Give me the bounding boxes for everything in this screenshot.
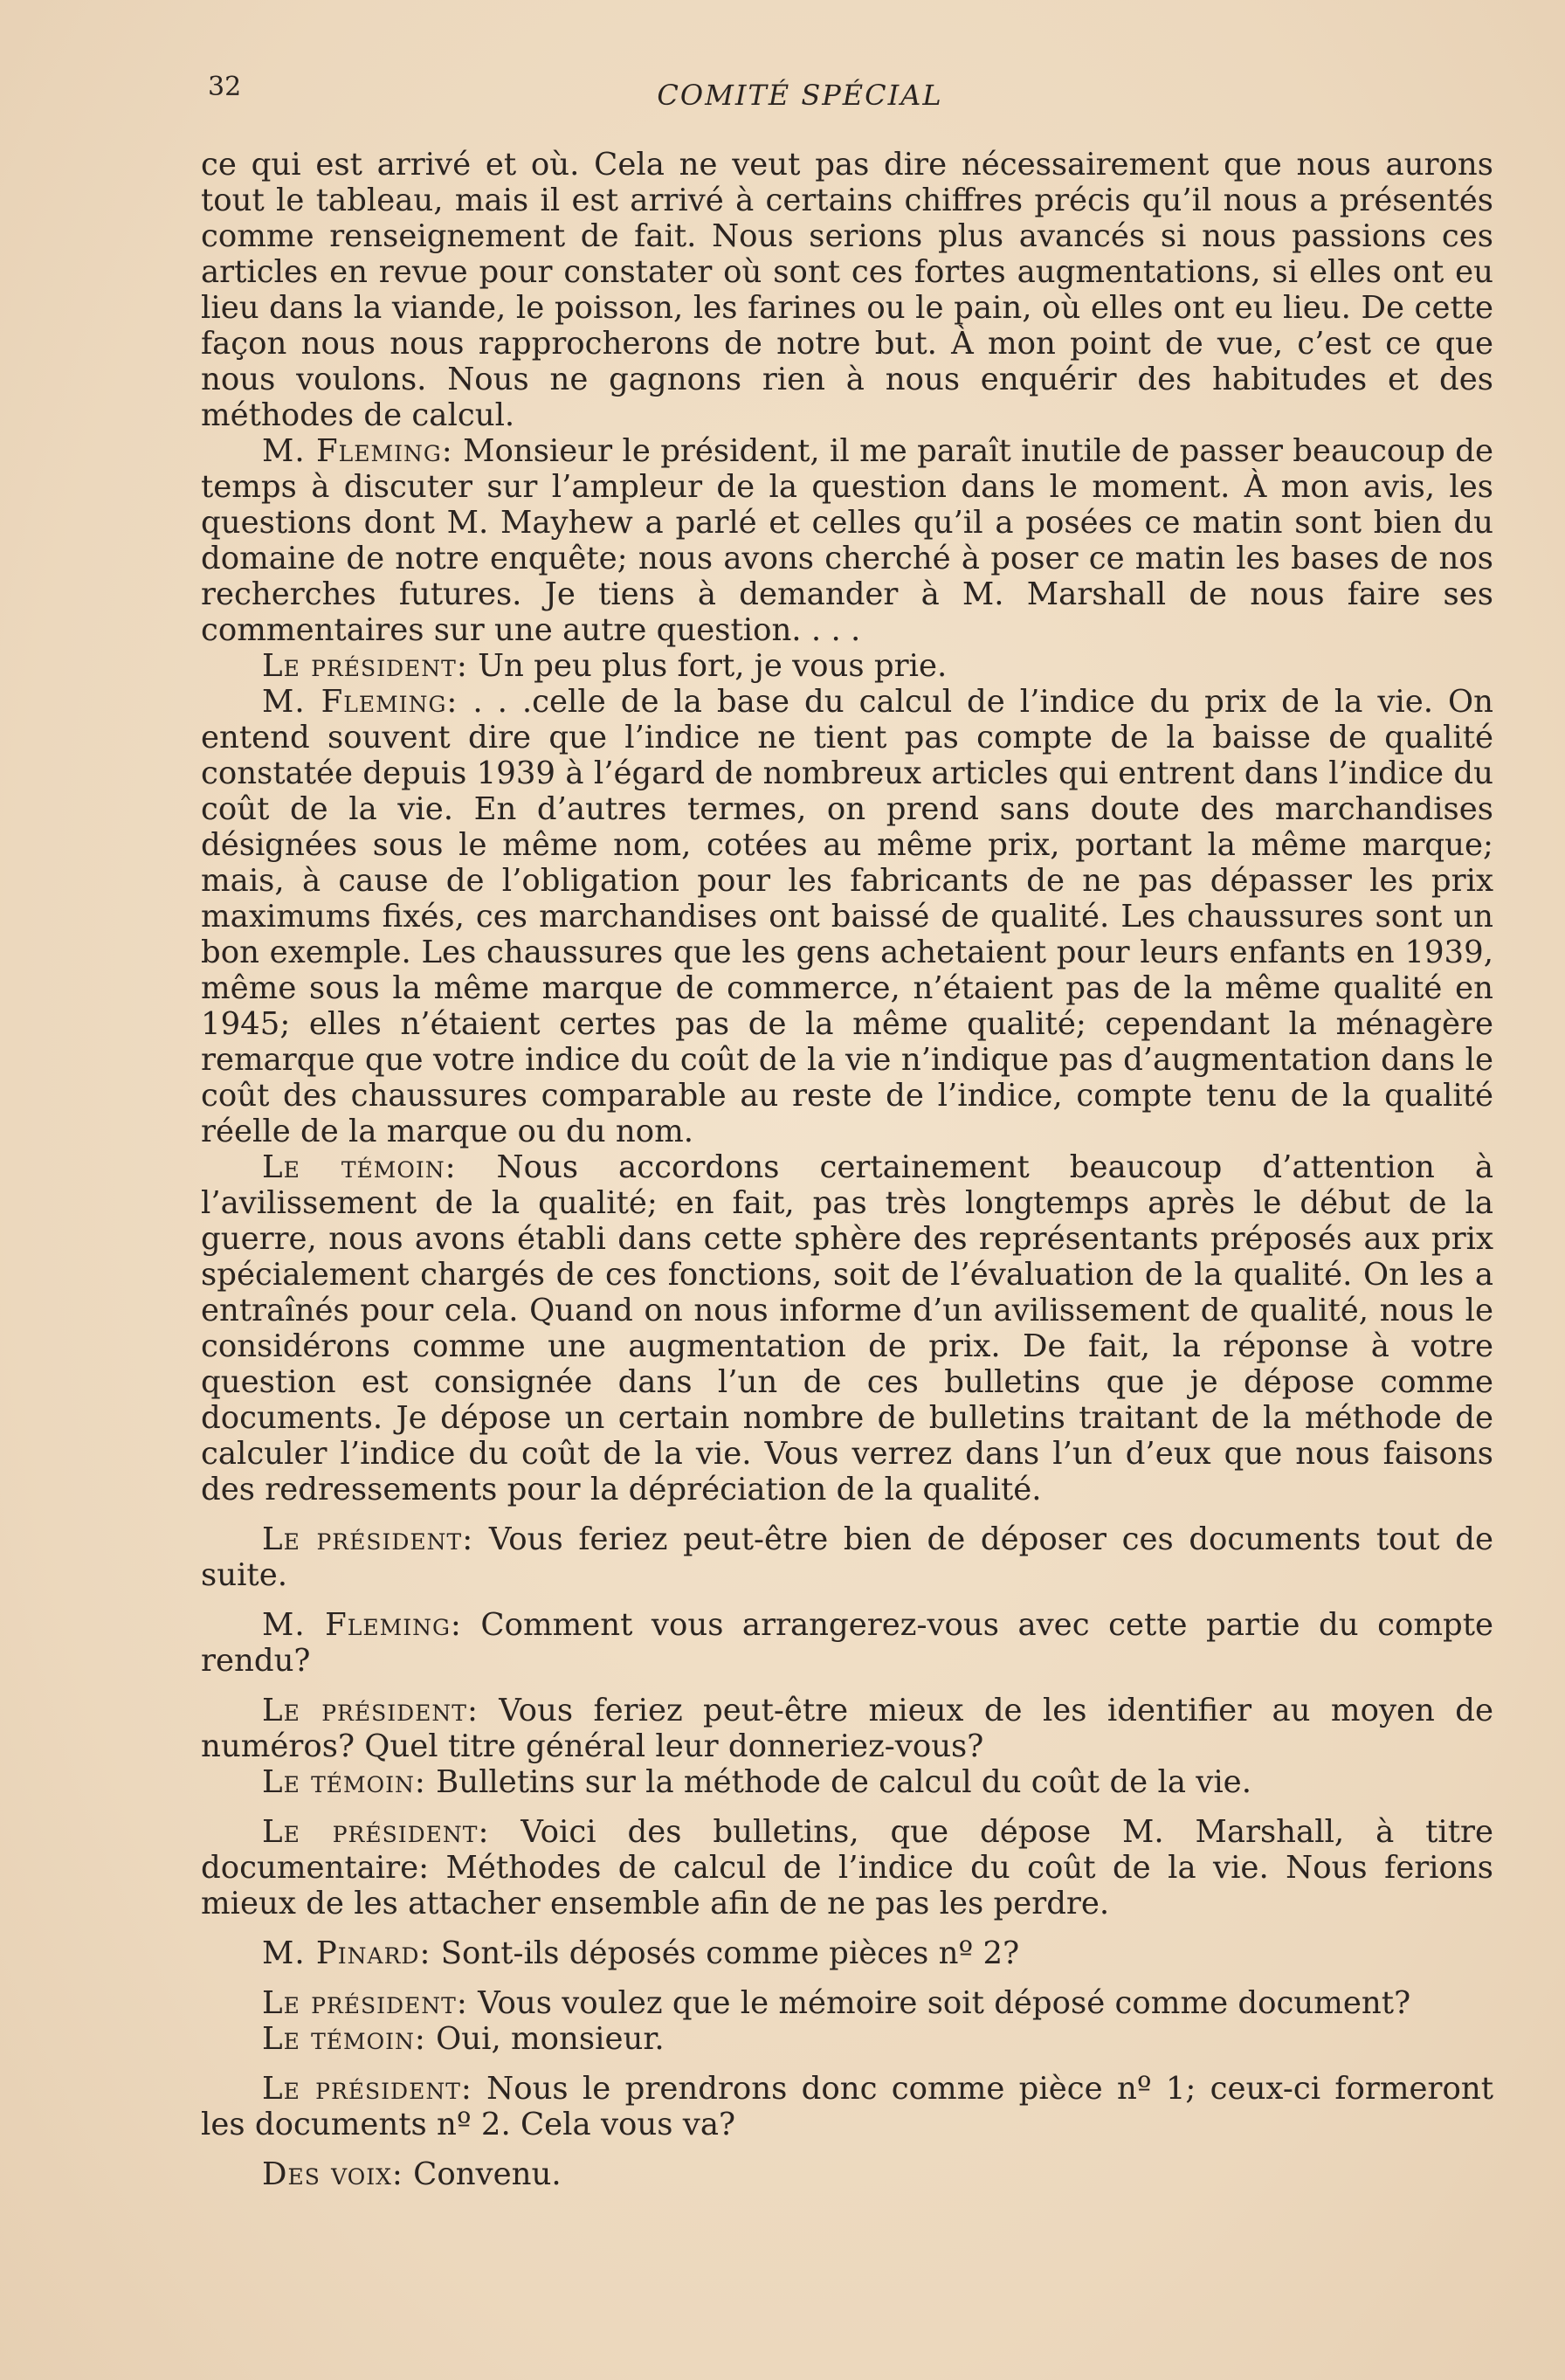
speaker-name: Le président:: [262, 1814, 490, 1850]
paragraph: Le témoin: Nous accordons certainement beaucoup d’attention à l’avilissement de la qualité; en fait, pas très longtemps après le début de la guerre, nous avons établi dans cette sphère des représentants préposés aux prix spécialement chargés de ces fonctions, soit de l’évaluation de la qualité. On les a entraînés pour cela. Quand on nous informe d’un avilissement de qualité, nous le considérons comme une augmentation de prix. De fait, la réponse à votre question est consignée dans l’un de ces bulletins que je dépose comme documents. Je dépose un certain nombre de bulletins traitant de la méthode de calculer l’indice du coût de la vie. Vous verrez dans l’un d’eux que nous faisons des redressements pour la dépréciation de la qualité.: [201, 1149, 1493, 1507]
paragraph: M. Fleming: . . .celle de la base du calcul de l’indice du prix de la vie. On entend souvent dire que l’indice ne tient pas compte de la baisse de qualité constatée depuis 1939 à l’égard de nombreux articles qui entrent dans l’indice du coût de la vie. En d’autres termes, on prend sans doute des marchandises désignées sous le même nom, cotées au même prix, portant la même marque; mais, à cause de l’obligation pour les fabricants de ne pas dépasser les prix maximums fixés, ces marchandises ont baissé de qualité. Les chaussures sont un bon exemple. Les chaussures que les gens achetaient pour leurs enfants en 1939, même sous la même marque de commerce, n’étaient pas de la même qualité en 1945; elles n’étaient certes pas de la même qualité; cependant la ménagère remarque que votre indice du coût de la vie n’indique pas d’augmentation dans le coût des chaussures comparable au reste de l’indice, compte tenu de la qualité réelle de la marque ou du nom.: [201, 684, 1493, 1149]
speaker-name: M. Fleming:: [262, 433, 453, 469]
paragraph: Le témoin: Oui, monsieur.: [262, 2021, 665, 2057]
speaker-name: M. Fleming:: [262, 1607, 462, 1643]
speaker-name: Le témoin:: [262, 1149, 457, 1185]
paragraph: Des voix: Convenu.: [262, 2156, 562, 2192]
speaker-name: Le témoin:: [262, 2021, 426, 2057]
page-number: 32: [208, 72, 242, 102]
paragraph: M. Pinard: Sont-ils déposés comme pièces nº 2?: [262, 1935, 1020, 1971]
speaker-name: M. Fleming:: [262, 684, 458, 720]
paragraph: Le président: Vous feriez peut-être mieux de les identifier au moyen de numéros? Quel titre général leur donneriez-vous?: [201, 1693, 1493, 1764]
paragraph: ce qui est arrivé et où. Cela ne veut pas dire nécessairement que nous aurons tout le tableau, mais il est arrivé à certains chiffres précis qu’il nous a présentés comme renseignement de fait. Nous serions plus avancés si nous passions ces articles en revue pour constater où sont ces fortes augmentations, si elles ont eu lieu dans la viande, le poisson, les farines ou le pain, où elles ont eu lieu. De cette façon nous nous rapprocherons de notre but. À mon point de vue, c’est ce que nous voulons. Nous ne gagnons rien à nous enquérir des habitudes et des méthodes de calcul.: [201, 147, 1493, 433]
paragraph: Le témoin: Bulletins sur la méthode de calcul du coût de la vie.: [262, 1764, 1251, 1800]
speaker-name: Le président:: [262, 1693, 479, 1728]
speaker-name: Le président:: [262, 1521, 474, 1557]
speaker-name: M. Pinard:: [262, 1935, 431, 1971]
paragraph: Le président: Vous feriez peut-être bien de déposer ces documents tout de suite.: [201, 1521, 1493, 1593]
page-header: [0, 72, 1565, 124]
paragraph: Le président: Voici des bulletins, que dépose M. Marshall, à titre documentaire: Méthodes de calcul de l’indice du coût de la vie. Nous ferions mieux de les attacher ensemble afin de ne pas les perdre.: [201, 1814, 1494, 1921]
speaker-name: Le président:: [262, 1985, 468, 2021]
paragraph: Le président: Nous le prendrons donc comme pièce nº 1; ceux-ci formeront les documents nº 2. Cela vous va?: [201, 2071, 1493, 2142]
paragraph: Le président: Vous voulez que le mémoire soit déposé comme document?: [262, 1985, 1411, 2021]
speaker-name: Le président:: [262, 2071, 472, 2107]
running-title: COMITÉ SPÉCIAL: [657, 79, 943, 112]
document-body: [201, 147, 1493, 2192]
paragraph: M. Fleming: Comment vous arrangerez-vous avec cette partie du compte rendu?: [201, 1607, 1494, 1679]
speaker-name: Le témoin:: [262, 1764, 426, 1800]
speaker-name: Le président:: [262, 648, 468, 684]
paragraph: Le président: Un peu plus fort, je vous prie.: [262, 648, 948, 684]
paragraph: M. Fleming: Monsieur le président, il me paraît inutile de passer beaucoup de temps à discuter sur l’ampleur de la question dans le moment. À mon avis, les questions dont M. Mayhew a parlé et celles qu’il a posées ce matin sont bien du domaine de notre enquête; nous avons cherché à poser ce matin les bases de nos recherches futures. Je tiens à demander à M. Marshall de nous faire ses commentaires sur une autre question. . . .: [201, 433, 1493, 648]
speaker-name: Des voix:: [262, 2156, 403, 2192]
